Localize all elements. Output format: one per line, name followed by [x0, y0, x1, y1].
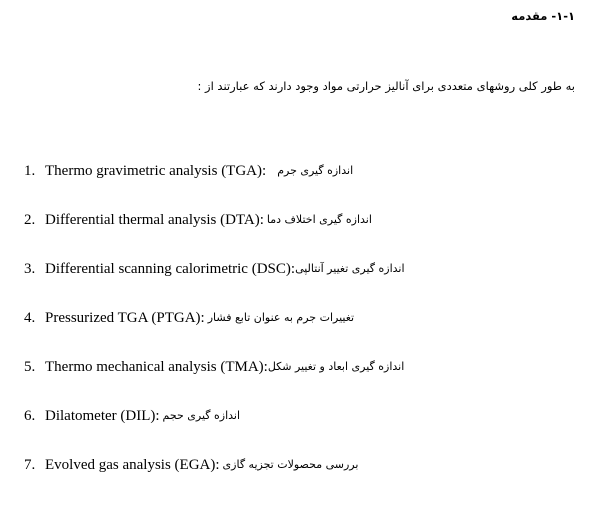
list-item-english-label: Thermo gravimetric analysis (TGA): [45, 163, 267, 179]
list-item [0, 308, 600, 357]
list-item-number: 7. [24, 457, 36, 473]
list-item-english-label: Differential scanning calorimetric (DSC): [45, 261, 296, 277]
list-item [0, 161, 600, 210]
intro-paragraph: به طور کلی روشهای متعددی برای آنالیز حرارتی مواد وجود دارند که عبارتند از : [197, 79, 575, 93]
list-item-persian-label: اندازه گیری ابعاد و تغییر شکل [267, 360, 405, 373]
thermal-analysis-method-list [0, 161, 600, 504]
list-item-persian-label: اندازه گیری جرم [277, 164, 354, 177]
list-item-persian-label: بررسی محصولات تجزیه گازی [222, 458, 359, 471]
list-item-persian-label: اندازه گیری تغییر آنتالپی [295, 262, 405, 275]
list-item-number: 4. [24, 310, 36, 326]
list-item [0, 357, 600, 406]
list-item-english-label: Thermo mechanical analysis (TMA): [45, 359, 268, 375]
list-item-number: 1. [24, 163, 36, 179]
list-item [0, 210, 600, 259]
section-heading: ۱-۱- مقدمه [511, 9, 575, 23]
list-item [0, 455, 600, 504]
list-item [0, 406, 600, 455]
list-item-english-label: Evolved gas analysis (EGA): [45, 457, 220, 473]
list-item-persian-label: تغییرات جرم به عنوان تابع فشار [207, 311, 355, 324]
list-item-persian-label: اندازه گیری حجم [162, 409, 241, 422]
list-item-number: 6. [24, 408, 36, 424]
list-item-number: 2. [24, 212, 36, 228]
list-item-number: 3. [24, 261, 36, 277]
list-item [0, 259, 600, 308]
list-item-persian-label: اندازه گیری اختلاف دما [266, 213, 372, 226]
list-item-english-label: Pressurized TGA (PTGA): [45, 310, 205, 326]
list-item-english-label: Dilatometer (DIL): [45, 408, 160, 424]
list-item-number: 5. [24, 359, 36, 375]
list-item-english-label: Differential thermal analysis (DTA): [45, 212, 264, 228]
